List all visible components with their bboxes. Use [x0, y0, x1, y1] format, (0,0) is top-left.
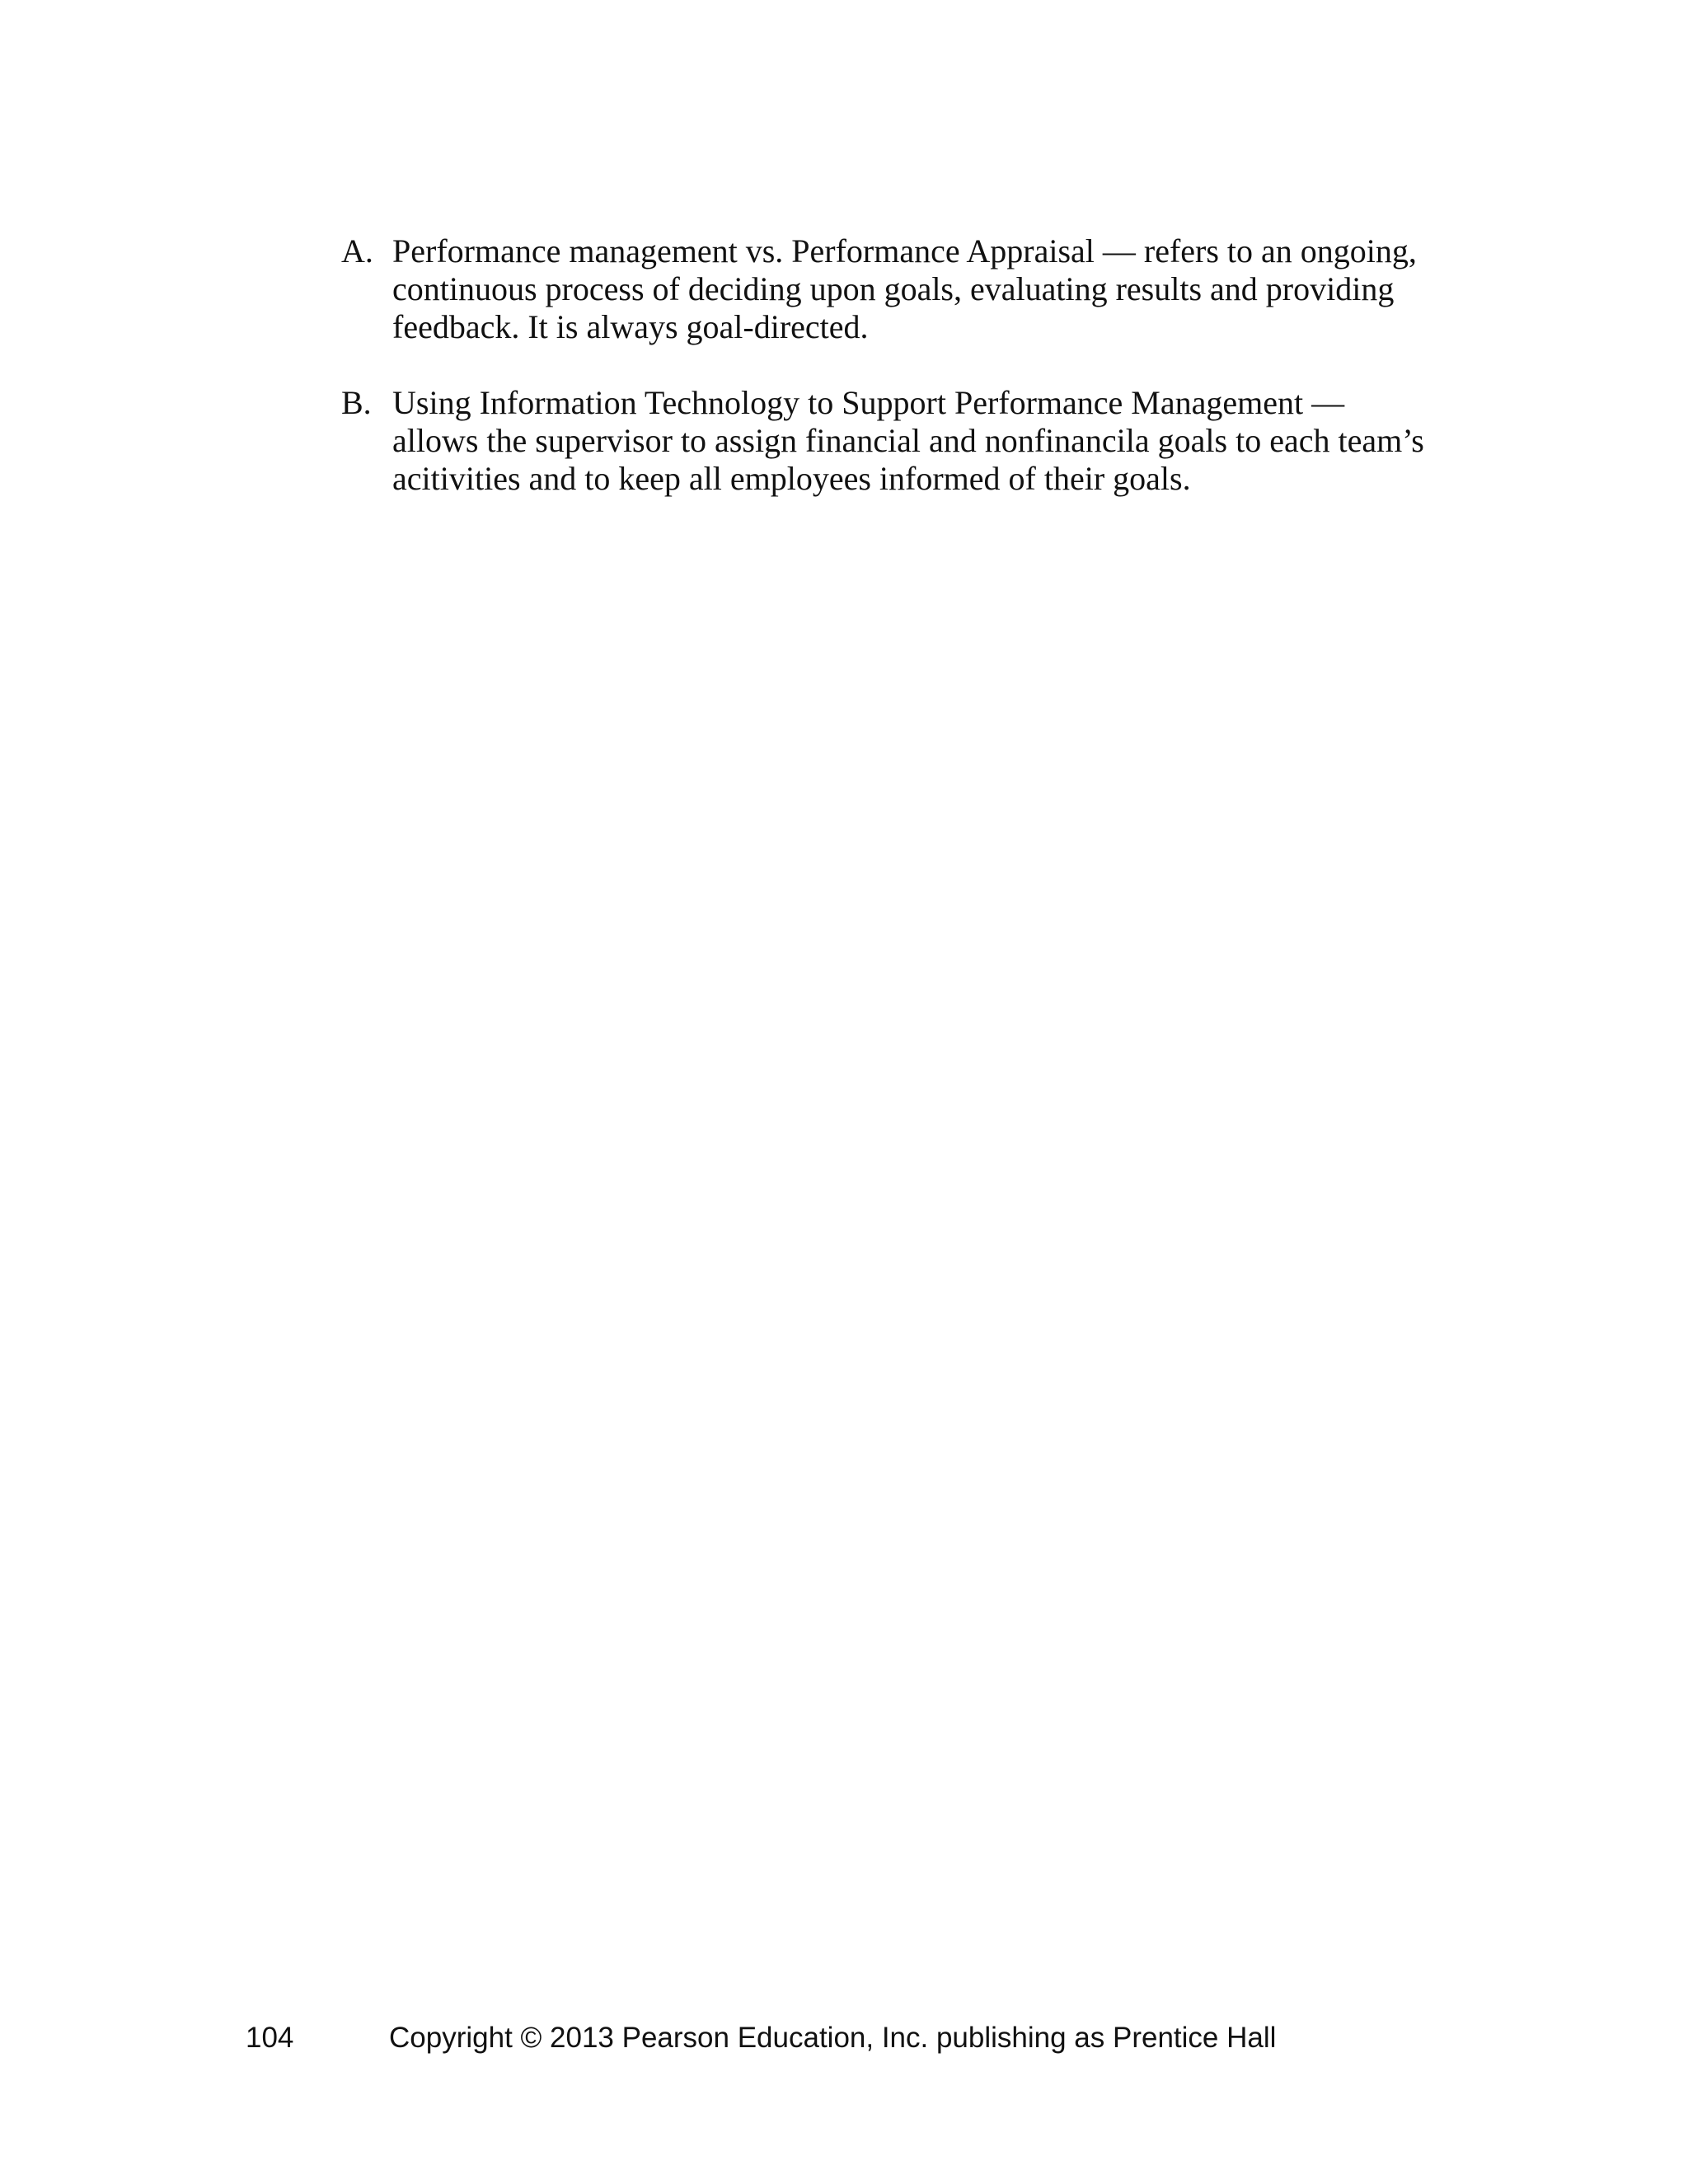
outline-marker: A.	[341, 232, 373, 269]
outline-item-b	[341, 384, 1437, 498]
outline-item-a	[341, 232, 1437, 346]
outline-text: Performance management vs. Performance Appraisal — refers to an ongoing, continuous process of deciding upon goals, evaluating results and providing feedback. It is always goal-directed.	[392, 232, 1417, 345]
outline-list	[341, 232, 1437, 536]
copyright-notice: Copyright © 2013 Pearson Education, Inc. publishing as Prentice Hall	[389, 2022, 1277, 2054]
page-number: 104	[246, 2022, 294, 2054]
outline-marker: B.	[341, 384, 372, 421]
outline-text: Using Information Technology to Support Performance Management — allows the supervisor to assign financial and nonfinancila goals to each team’s acitivities and to keep all employees informed of their goals.	[392, 384, 1424, 497]
